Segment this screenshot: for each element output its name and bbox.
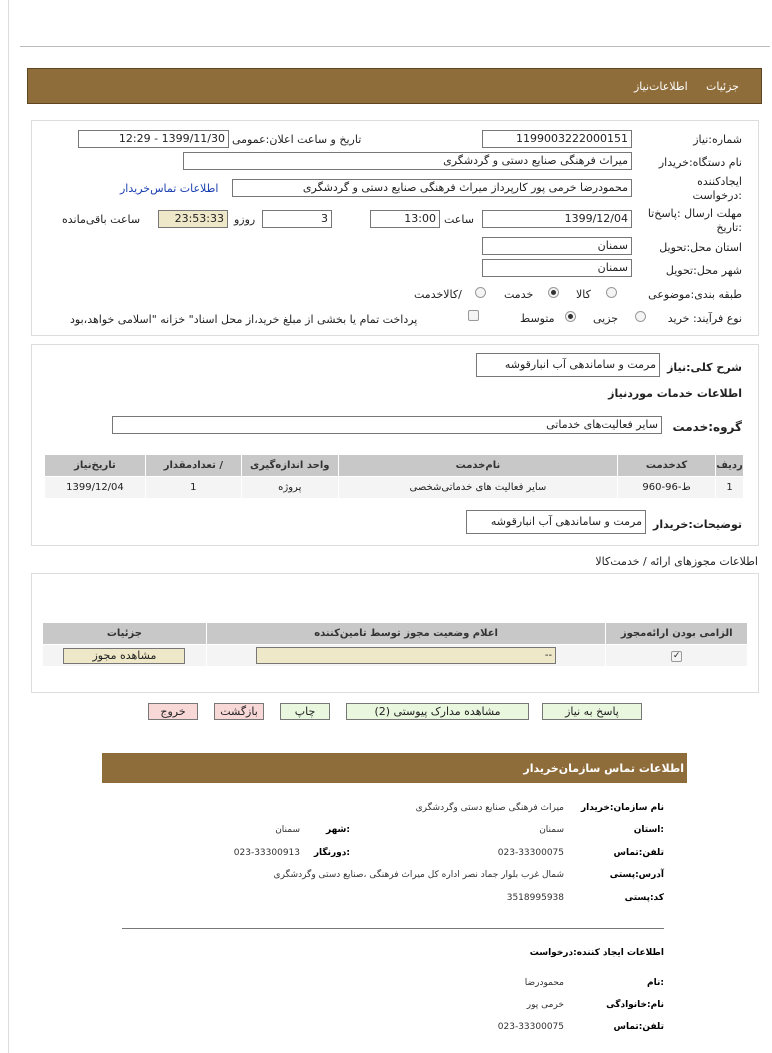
category-goods-radio[interactable] bbox=[606, 287, 617, 298]
back-button[interactable]: بازگشت bbox=[214, 703, 264, 720]
services-table bbox=[44, 454, 744, 499]
col-unit: واحد اندازه‌گیری bbox=[241, 455, 338, 477]
need-number-label: شماره:نیاز bbox=[693, 133, 742, 146]
buyer-notes-label: توضیحات:خریدار bbox=[652, 518, 742, 531]
reply-button[interactable]: پاسخ به نیاز bbox=[542, 703, 642, 720]
category-service-radio[interactable] bbox=[548, 287, 559, 298]
contact-phone-label-text: تلفن:تماس bbox=[613, 848, 664, 858]
city-field: سمنان bbox=[482, 259, 632, 277]
days-field: 3 bbox=[262, 210, 332, 228]
payment-note: پرداخت تمام یا بخشی از مبلغ خرید،از محل اسناد" خزانه "اسلامی خواهد،بود bbox=[70, 313, 418, 326]
attachments-button[interactable]: مشاهده مدارک پیوستی (2) bbox=[346, 703, 529, 720]
permit-status-field: -- bbox=[256, 647, 556, 664]
col-permit-details: جزئیات bbox=[43, 623, 207, 645]
process-partial-radio[interactable] bbox=[635, 311, 646, 322]
org-value: میراث فرهنگی صنایع دستی وگردشگری bbox=[415, 803, 564, 813]
tab-details[interactable]: جزئیات bbox=[706, 80, 739, 93]
contact-city-value: سمنان bbox=[275, 825, 300, 835]
category-label: طبقه بندی:موضوعی bbox=[648, 288, 742, 301]
col-row-number: ردیف bbox=[716, 455, 744, 477]
org-label-text: نام سازمان:خریدار bbox=[580, 803, 664, 813]
service-group-field: سایر فعالیت‌های خدماتی bbox=[112, 416, 662, 434]
contact-fax-label-text: :دورنگار bbox=[313, 848, 350, 858]
days-label: روزو bbox=[234, 213, 256, 226]
col-service-name: نام‌خدمت bbox=[338, 455, 617, 477]
creator-name-value: محمودرضا bbox=[524, 978, 564, 988]
payment-checkbox[interactable] bbox=[468, 310, 479, 321]
creator-name-label bbox=[647, 978, 664, 988]
creator-label: ایجادکننده bbox=[697, 175, 742, 188]
process-partial-label: جزیی bbox=[593, 312, 619, 325]
creator-family-label-text: نام:خانوادگی bbox=[606, 1000, 664, 1010]
remaining-label: ساعت باقی‌مانده bbox=[62, 213, 141, 226]
permits-title: اطلاعات مجوزهای ارائه / خدمت‌کالا bbox=[595, 555, 758, 568]
creator-phone-value: 023-33300075 bbox=[497, 1022, 564, 1032]
creator-heading-text: اطلاعات ایجاد کننده:درخواست bbox=[529, 948, 664, 958]
view-permit-button[interactable]: مشاهده مجوز bbox=[63, 648, 185, 664]
tab-need-info[interactable]: اطلاعات‌نیاز bbox=[634, 80, 688, 93]
creator-family-label bbox=[606, 1000, 664, 1010]
contact-fax-value: 023-33300913 bbox=[233, 848, 300, 858]
left-border bbox=[8, 0, 9, 1053]
exit-button[interactable]: خروج bbox=[148, 703, 198, 720]
announce-label: تاریخ و ساعت اعلان:عمومی bbox=[232, 133, 362, 146]
contact-postal-label-text: کد:پستی bbox=[624, 893, 664, 903]
creator-name-label-text: :نام bbox=[647, 978, 664, 988]
contact-postal-label bbox=[625, 893, 664, 903]
category-goods-service-label: /کالاخدمت bbox=[414, 288, 462, 301]
contact-buyer-link[interactable]: اطلاعات تماس‌خریدار bbox=[120, 182, 219, 195]
permit-required-checkbox[interactable]: ✓ bbox=[672, 650, 681, 661]
cell-service-name: سایر فعالیت های خدماتی‌شخصی bbox=[338, 477, 617, 499]
cell-need-date: 1399/12/04 bbox=[45, 477, 146, 499]
contact-province-label bbox=[634, 825, 664, 835]
province-field: سمنان bbox=[482, 237, 632, 255]
contact-divider bbox=[122, 928, 664, 929]
contact-address-label-text: آدرس:پستی bbox=[609, 870, 664, 880]
permit-row bbox=[43, 645, 748, 667]
cell-unit: پروژه bbox=[241, 477, 338, 499]
cell-permit-details bbox=[43, 645, 207, 667]
permits-table-header bbox=[43, 623, 748, 645]
creator-family-value: خرمی پور bbox=[526, 1000, 564, 1010]
deadline-time-field: 13:00 bbox=[370, 210, 440, 228]
creator-label-2: :درخواست bbox=[692, 189, 742, 202]
contact-postal-value: 3518995938 bbox=[506, 893, 564, 903]
creator-phone-label bbox=[614, 1022, 664, 1032]
cell-permit-required bbox=[606, 645, 748, 667]
org-label bbox=[581, 803, 664, 813]
summary-field: مرمت و ساماندهی آب انبارقوشه bbox=[476, 353, 660, 377]
deadline-label: مهلت ارسال :پاسخ‌تا bbox=[647, 207, 742, 220]
print-button[interactable]: چاپ bbox=[280, 703, 330, 720]
service-group-label: گروه:خدمت bbox=[672, 420, 742, 434]
top-divider bbox=[20, 46, 770, 47]
col-permit-required: الزامی بودن ارائه‌مجوز bbox=[606, 623, 748, 645]
time-label: ساعت bbox=[444, 213, 474, 226]
category-goods-label: کالا bbox=[576, 288, 591, 301]
contact-phone-label bbox=[614, 848, 664, 858]
contact-province-label-text: :استان bbox=[633, 825, 664, 835]
contact-fax-label bbox=[314, 848, 350, 858]
col-service-code: کدخدمت bbox=[618, 455, 716, 477]
services-table-header bbox=[45, 455, 744, 477]
remaining-time-field: 23:53:33 bbox=[158, 210, 228, 228]
contact-address-label bbox=[610, 870, 664, 880]
creator-field: محمودرضا خرمی پور کارپرداز میراث فرهنگی صنایع دستی و گردشگری bbox=[232, 179, 632, 197]
contact-phone-value: 023-33300075 bbox=[497, 848, 564, 858]
col-need-date: تاریخ‌نیاز bbox=[45, 455, 146, 477]
contact-city-label bbox=[326, 825, 350, 835]
col-permit-status: اعلام وضعیت مجوز توسط تامین‌کننده bbox=[206, 623, 606, 645]
province-label: استان محل:تحویل bbox=[659, 241, 742, 254]
process-medium-radio[interactable] bbox=[565, 311, 576, 322]
contact-city-label-text: :شهر bbox=[326, 825, 350, 835]
need-number-field: 1199003222000151 bbox=[482, 130, 632, 148]
cell-permit-status bbox=[206, 645, 606, 667]
cell-row-number: 1 bbox=[716, 477, 744, 499]
category-service-label: خدمت bbox=[504, 288, 534, 301]
city-label: شهر محل:تحویل bbox=[665, 264, 742, 277]
permits-table bbox=[42, 622, 748, 667]
process-medium-label: متوسط bbox=[520, 312, 555, 325]
contact-header-title: اطلاعات تماس سازمان‌خریدار bbox=[523, 762, 684, 775]
process-label: نوع فرآیند: خرید bbox=[667, 312, 742, 325]
creator-heading bbox=[530, 948, 664, 958]
announce-field: 1399/11/30 - 12:29 bbox=[78, 130, 229, 148]
contact-address-value: شمال غرب بلوار جماد نصر اداره کل میراث فرهنگی ،صنایع دستی وگردشگری bbox=[273, 870, 564, 880]
category-goods-service-radio[interactable] bbox=[475, 287, 486, 298]
cell-quantity: 1 bbox=[145, 477, 241, 499]
buyer-org-label: نام دستگاه:خریدار bbox=[658, 156, 742, 169]
deadline-date-field: 1399/12/04 bbox=[482, 210, 632, 228]
contact-province-value: سمنان bbox=[539, 825, 564, 835]
buyer-notes-field: مرمت و ساماندهی آب انبارقوشه bbox=[466, 510, 646, 534]
cell-service-code: ط-96-960 bbox=[618, 477, 716, 499]
buyer-org-field: میراث فرهنگی صنایع دستی و گردشگری bbox=[183, 152, 632, 170]
table-row bbox=[45, 477, 744, 499]
col-quantity: / تعدادمقدار bbox=[145, 455, 241, 477]
summary-label: شرح کلی:نیاز bbox=[667, 361, 742, 374]
services-heading: اطلاعات خدمات موردنیاز bbox=[608, 387, 742, 400]
deadline-label-2: :تاریخ bbox=[716, 221, 742, 234]
creator-phone-label-text: تلفن:تماس bbox=[613, 1022, 664, 1032]
